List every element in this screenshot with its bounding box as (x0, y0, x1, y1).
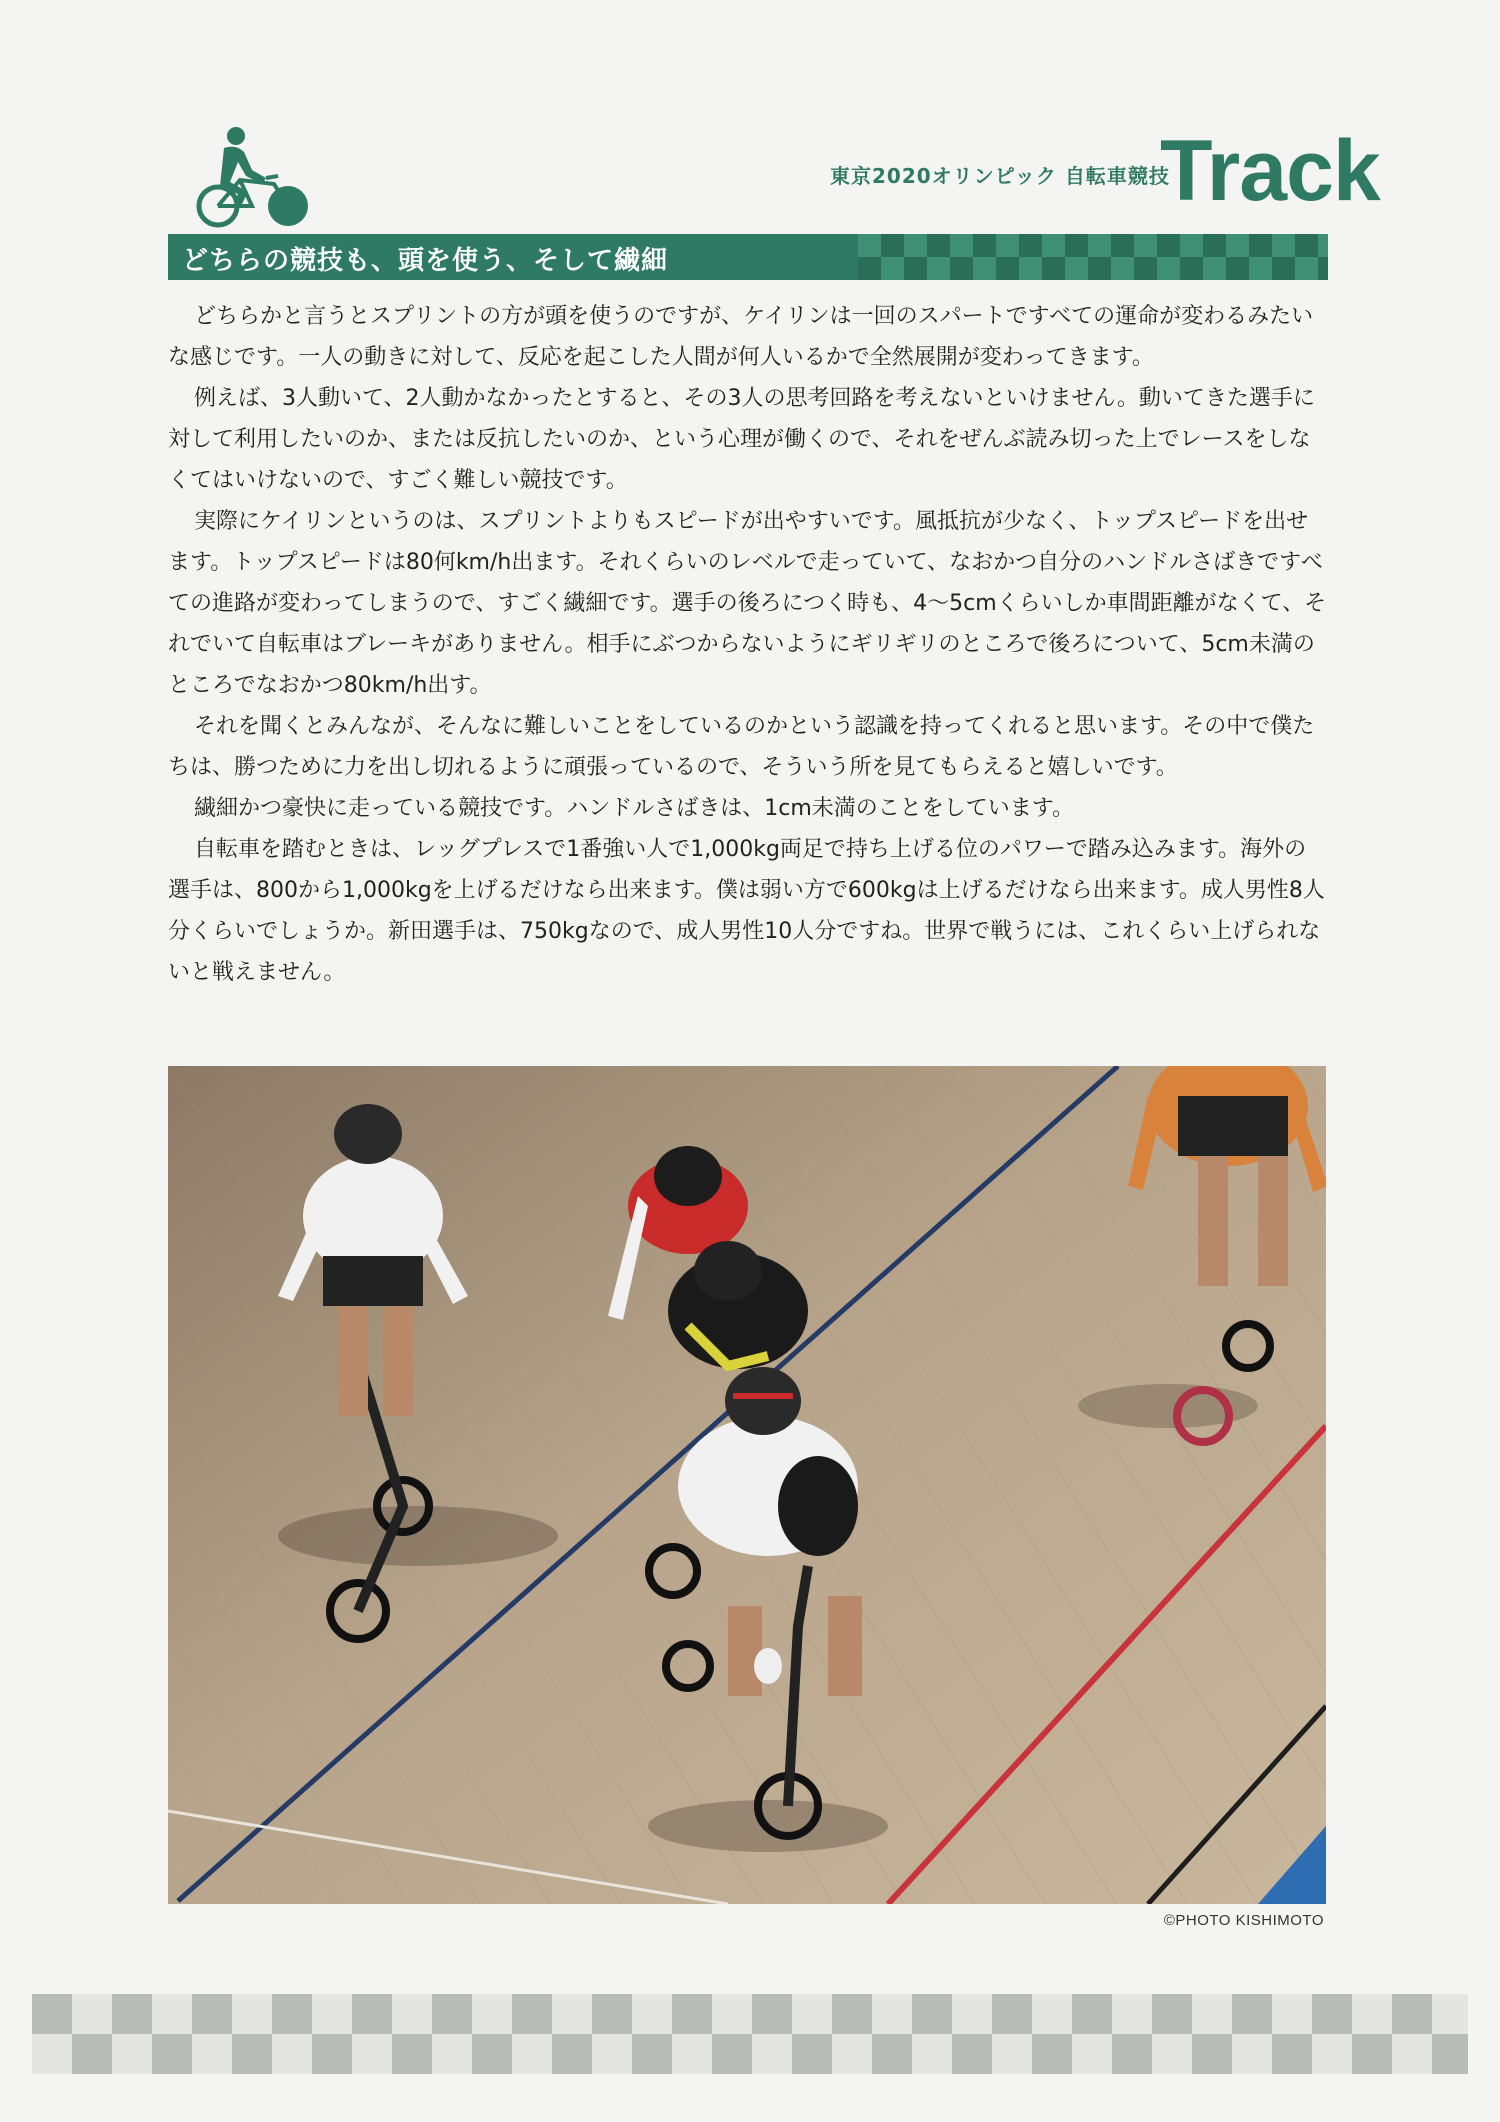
article-body (168, 296, 1328, 993)
section-banner (168, 234, 1328, 280)
paragraph: 実際にケイリンというのは、スプリントよりもスピードが出やすいです。風抵抗が少なく、トップスピードを出せます。トップスピードは80何km/h出ます。それくらいのレベルで走っていて、なおかつ自分のハンドルさばきですべての進路が変わってしまうので、すごく繊細です。選手の後ろにつく時も、4～5cmくらいしか車間距離がなくて、それでいて自転車はブレーキがありません。相手にぶつからないようにギリギリのところで後ろについて、5cm未満のところでなおかつ80km/h出す。 (168, 509, 1327, 698)
paragraph: それを聞くとみんなが、そんなに難しいことをしているのかという認識を持ってくれると思います。その中で僕たちは、勝つために力を出し切れるように頑張っているので、そういう所を見てもらえると嬉しいです。 (168, 714, 1315, 780)
race-photo (168, 1066, 1326, 1904)
section-title: どちらの競技も、頭を使う、そして繊細 (182, 246, 669, 276)
paragraph: 繊細かつ豪快に走っている競技です。ハンドルさばきは、1cm未満のことをしています。 (194, 796, 1075, 821)
header-subtitle: 東京2020オリンピック 自転車競技 (830, 164, 1170, 188)
header-title: Track (1160, 123, 1380, 219)
cyclist-icon (196, 126, 314, 234)
paragraph: 自転車を踏むときは、レッグプレスで1番強い人で1,000kg両足で持ち上げる位のパワーで踏み込みます。海外の選手は、800から1,000kgを上げるだけなら出来ます。僕は弱い方で600kgは上げるだけなら出来ます。成人男性8人分くらいでしょうか。新田選手は、750kgなので、成人男性10人分ですね。世界で戦うには、これくらい上げられないと戦えません。 (168, 837, 1325, 985)
paragraph: 例えば、3人動いて、2人動かなかったとすると、その3人の思考回路を考えないといけません。動いてきた選手に対して利用したいのか、または反抗したいのか、という心理が働くので、それをぜんぶ読み切った上でレースをしなくてはいけないので、すごく難しい競技です。 (168, 386, 1315, 493)
footer-checker-band (32, 1994, 1468, 2074)
paragraph: どちらかと言うとスプリントの方が頭を使うのですが、ケイリンは一回のスパートですべての運命が変わるみたいな感じです。一人の動きに対して、反応を起こした人間が何人いるかで全然展開が変わってきます。 (168, 304, 1314, 370)
checker-pattern (858, 234, 1328, 280)
photo-credit: ©PHOTO KISHIMOTO (1163, 1912, 1324, 1929)
